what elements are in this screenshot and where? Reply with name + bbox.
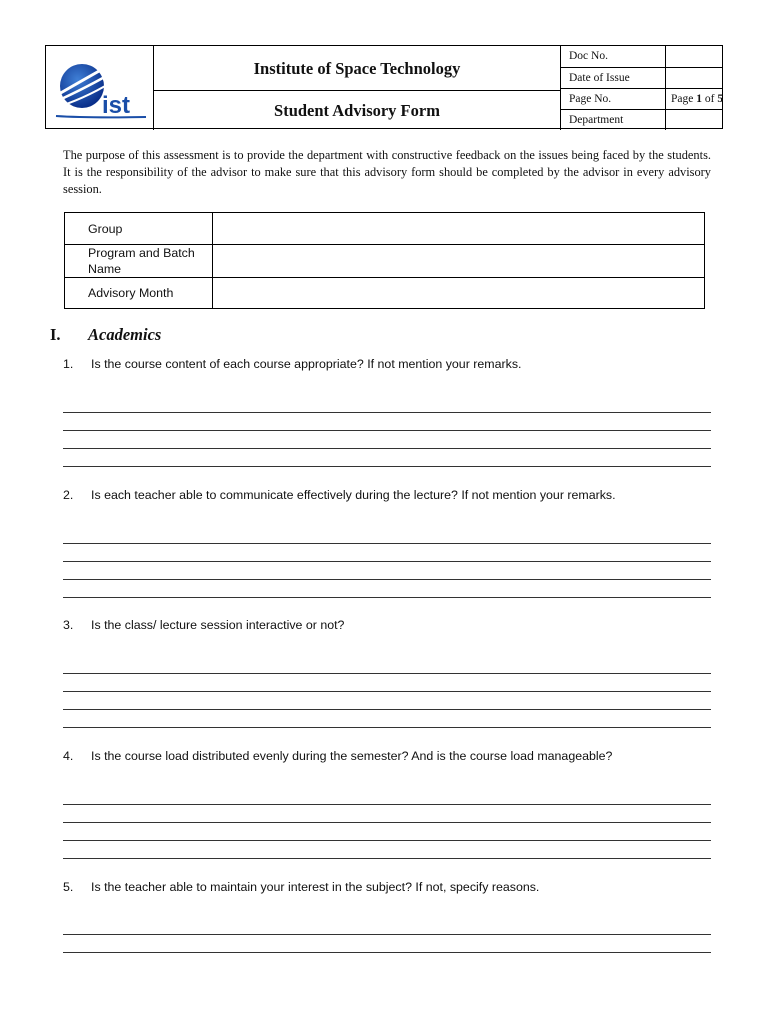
answer-line[interactable]	[63, 543, 711, 544]
page-number: 1	[696, 93, 702, 105]
section-number: I.	[50, 325, 61, 344]
advisory-month-label: Advisory Month	[65, 278, 213, 309]
answer-line[interactable]	[63, 858, 711, 859]
table-row	[65, 245, 705, 278]
answer-line[interactable]	[63, 597, 711, 598]
logo-cell	[46, 46, 154, 130]
question-number: 4.	[63, 749, 74, 763]
form-title: Student Advisory Form	[154, 90, 560, 130]
answer-line[interactable]	[63, 673, 711, 674]
answer-line[interactable]	[63, 561, 711, 562]
section-heading	[50, 325, 161, 345]
meta-department	[561, 109, 723, 130]
meta-value	[666, 46, 723, 67]
answer-line[interactable]	[63, 448, 711, 449]
meta-doc-no	[561, 46, 723, 67]
page-of: of	[701, 93, 718, 105]
question-number: 2.	[63, 488, 74, 502]
answer-line[interactable]	[63, 709, 711, 710]
group-field[interactable]	[213, 213, 705, 245]
info-table	[64, 212, 705, 309]
document-header	[45, 45, 723, 129]
answer-line[interactable]	[63, 934, 711, 935]
question-number: 1.	[63, 357, 74, 371]
meta-value	[666, 68, 723, 88]
answer-line[interactable]	[63, 691, 711, 692]
institute-name: Institute of Space Technology	[253, 59, 461, 78]
question-number: 5.	[63, 880, 74, 894]
table-row	[65, 213, 705, 245]
question-text: Is each teacher able to communicate effectively during the lecture? If not mention your remarks.	[91, 488, 616, 502]
svg-text:ist: ist	[102, 92, 131, 119]
answer-line[interactable]	[63, 804, 711, 805]
page-indicator	[666, 89, 723, 109]
question-text: Is the class/ lecture session interactive or not?	[91, 618, 345, 632]
question-text: Is the course load distributed evenly during the semester? And is the course load manageable?	[91, 749, 613, 763]
meta-label: Department	[561, 110, 666, 130]
question-number: 3.	[63, 618, 74, 632]
program-batch-field[interactable]	[213, 245, 705, 278]
title-cell	[154, 46, 561, 130]
ist-logo	[46, 46, 154, 130]
table-row	[65, 278, 705, 309]
intro-paragraph: The purpose of this assessment is to provide the department with constructive feedback on the issues being faced by the students. It is the responsibility of the advisor to make sure that this advisory form should be completed by the advisor in every advisory session.	[63, 148, 711, 196]
program-batch-label: Program and Batch Name	[65, 245, 213, 278]
page-prefix: Page	[671, 93, 697, 105]
answer-line[interactable]	[63, 430, 711, 431]
meta-label: Date of Issue	[561, 68, 666, 88]
answer-line[interactable]	[63, 466, 711, 467]
answer-line[interactable]	[63, 840, 711, 841]
document-meta	[561, 46, 723, 130]
question-text: Is the teacher able to maintain your interest in the subject? If not, specify reasons.	[91, 880, 540, 894]
meta-label: Doc No.	[561, 46, 666, 67]
meta-label: Page No.	[561, 89, 666, 109]
meta-date-of-issue	[561, 67, 723, 88]
page-total: 5	[717, 93, 724, 105]
answer-line[interactable]	[63, 952, 711, 953]
advisory-month-field[interactable]	[213, 278, 705, 309]
answer-line[interactable]	[63, 727, 711, 728]
answer-line[interactable]	[63, 412, 711, 413]
group-label: Group	[65, 213, 213, 245]
answer-line[interactable]	[63, 822, 711, 823]
meta-value	[666, 110, 723, 130]
section-title: Academics	[88, 325, 162, 344]
meta-page-no	[561, 88, 723, 109]
question-text: Is the course content of each course appropriate? If not mention your remarks.	[91, 357, 522, 371]
answer-line[interactable]	[63, 579, 711, 580]
